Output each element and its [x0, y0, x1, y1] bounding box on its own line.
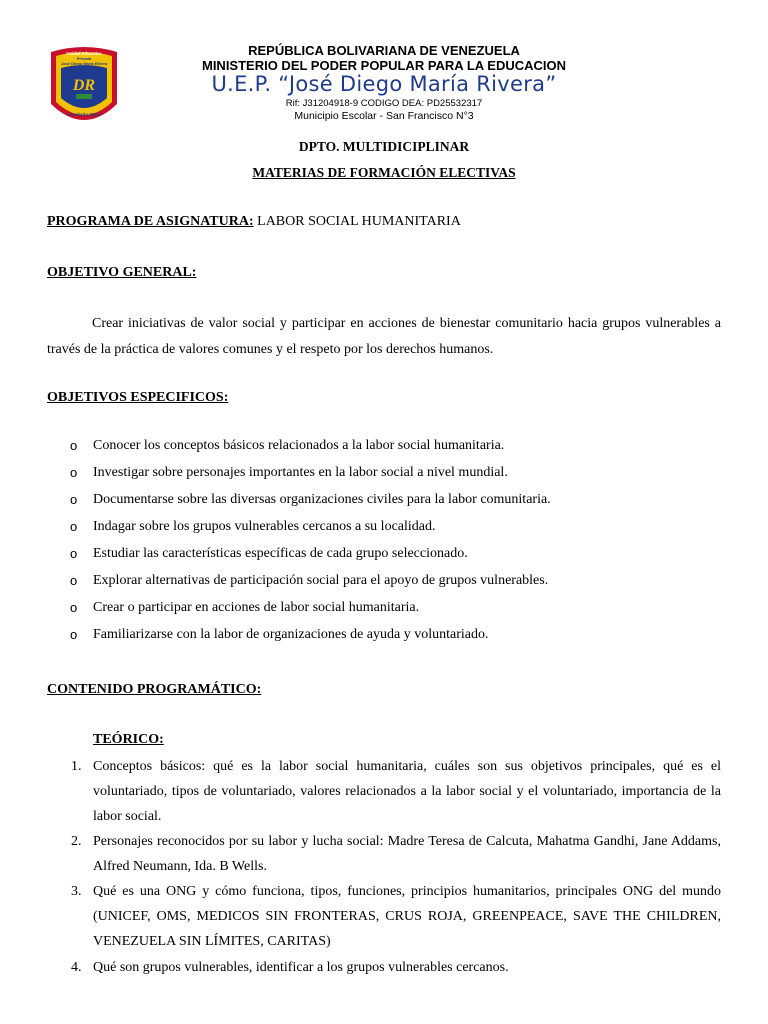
logo-text-top2: Privada	[76, 56, 92, 61]
teorico-heading: TEÓRICO:	[93, 732, 164, 747]
header-rif: Rif: J31204918-9 CODIGO DEA: PD25532317	[285, 98, 483, 109]
objetivo-general-text	[47, 311, 721, 363]
bullet-marker: o	[70, 600, 78, 615]
logo-monogram: DR	[72, 77, 96, 94]
numbered-item	[47, 829, 721, 879]
bullet-marker: o	[70, 519, 78, 534]
bullet-marker: o	[70, 627, 78, 642]
objetivo-general-heading: OBJETIVO GENERAL:	[47, 265, 197, 280]
document-page: Unidad Educativa Privada José Diego María Rivera DR Fundada 2004 REPÚBLICA BOLIVARIANA DE VENEZUELA MINISTERIO DEL PODER POPULAR PARA LA EDUCACION U.E.P. “José Diego María Rivera” Rif: J31204918-9 CODIGO DEA: PD25532317 Municipio Escolar - San Francisco N°3 DPTO. MULTIDICIPLINAR MATERIAS DE FORMACIÓN ELECTIVAS PROGRAMA DE ASIGNATURA: LABOR SOCIAL HUMANITARIA OBJETIVO GENERAL: Crear iniciativas de valor social y participar en acciones de bienestar comunitario hacia grupos vulnerables a través de la práctica de valores comunes y el respeto por los derechos humanos. OBJETIVOS ESPECIFICOS: o Conocer los conceptos básicos relacionados a la labor social humanitaria. o Investigar sobre personajes importantes en la labor social a nivel mundial. o Documentarse sobre las diversas organizaciones civiles para la labor comunitaria. o Indagar sobre los grupos vulnerables cercanos a su localidad. o Estudiar las características específicas de cada grupo seleccionado. o Explorar alternativas de participación social para el apoyo de grupos vulnerables. o Crear o participar en acciones de labor social humanitaria. o Familiarizarse con la labor de organizaciones de ayuda y voluntariado. CONTENIDO PROGRAMÁTICO: TEÓRICO: 1. Conceptos básicos: qué es la labor social humanitaria, cuáles son sus objetivos principales, qué es el voluntariado, tipos de voluntariado, valores relacionados a la labor social y el voluntariado, importancia de la labor social. 2. Personajes reconocidos por su labor y lucha social: Madre Teresa de Calcuta, Mahatma Gandhi, Jane Addams, Alfred Neumann, Ida. B Wells. 3. Qué es una ONG y cómo funciona, tipos, funciones, principios humanitarios, principales ONG del mundo (UNICEF, OMS, MEDICOS SIN FRONTERAS, CRUS ROJA, GREENPEACE, SAVE THE CHILDREN, VENEZUELA SIN LÍMITES, CARITAS) 4. Qué son grupos vulnerables, identificar a los grupos vulnerables cercanos.	[0, 0, 768, 1024]
programa-value: LABOR SOCIAL HUMANITARIA	[253, 214, 461, 229]
department-title: DPTO. MULTIDICIPLINAR	[298, 139, 470, 154]
header-ministry: MINISTERIO DEL PODER POPULAR PARA LA EDUCACION	[201, 58, 567, 73]
contenido-heading: CONTENIDO PROGRAMÁTICO:	[47, 682, 262, 697]
bullet-marker: o	[70, 573, 78, 588]
materias-title: MATERIAS DE FORMACIÓN ELECTIVAS	[252, 165, 516, 180]
bullet-marker: o	[70, 465, 78, 480]
numbered-item	[47, 754, 721, 829]
logo-text-bottom: Fundada 2004	[68, 113, 100, 118]
item-number: 2.	[71, 834, 82, 849]
item-text: Personajes reconocidos por su labor y lucha social: Madre Teresa de Calcuta, Mahatma Gandhi, Jane Addams, Alfred Neumann, Ida. B Wells.	[93, 834, 721, 874]
logo-book-icon	[76, 94, 92, 99]
header-municipio: Municipio Escolar - San Francisco N°3	[294, 110, 474, 122]
programa-label: PROGRAMA DE ASIGNATURA:	[47, 214, 254, 229]
bullet-marker: o	[70, 546, 78, 561]
item-number: 1.	[71, 759, 82, 774]
objetivo-general-paragraph: Crear iniciativas de valor social y participar en acciones de bienestar comunitario hacia grupos vulnerables a través de la práctica de valores comunes y el respeto por los derechos humanos.	[47, 316, 721, 357]
item-number: 4.	[71, 960, 82, 975]
item-text: Qué son grupos vulnerables, identificar a los grupos vulnerables cercanos.	[93, 960, 509, 975]
objetivos-especificos-heading: OBJETIVOS ESPECIFICOS:	[47, 390, 229, 405]
logo-text-top3: José Diego María Rivera	[60, 61, 108, 66]
school-logo	[47, 44, 121, 128]
numbered-item	[47, 955, 721, 980]
programa-line	[47, 214, 461, 230]
bullet-marker: o	[70, 438, 78, 453]
numbered-item	[47, 879, 721, 954]
header-republic: REPÚBLICA BOLIVARIANA DE VENEZUELA	[248, 43, 520, 58]
header-school-name: U.E.P. “José Diego María Rivera”	[211, 72, 557, 96]
logo-text-top1: Unidad Educativa	[66, 51, 102, 56]
item-text: Qué es una ONG y cómo funciona, tipos, funciones, principios humanitarios, principales ONG del mundo (UNICEF, OMS, MEDICOS SIN FRONTERAS, CRUS ROJA, GREENPEACE, SAVE THE CHILDREN, VENEZUELA SIN LÍMITES, CARITAS)	[93, 884, 721, 949]
item-text: Conceptos básicos: qué es la labor social humanitaria, cuáles son sus objetivos principales, qué es el voluntariado, tipos de voluntariado, valores relacionados a la labor social y el voluntariado, importancia de la labor social.	[93, 759, 721, 824]
bullet-marker: o	[70, 492, 78, 507]
item-number: 3.	[71, 884, 82, 899]
